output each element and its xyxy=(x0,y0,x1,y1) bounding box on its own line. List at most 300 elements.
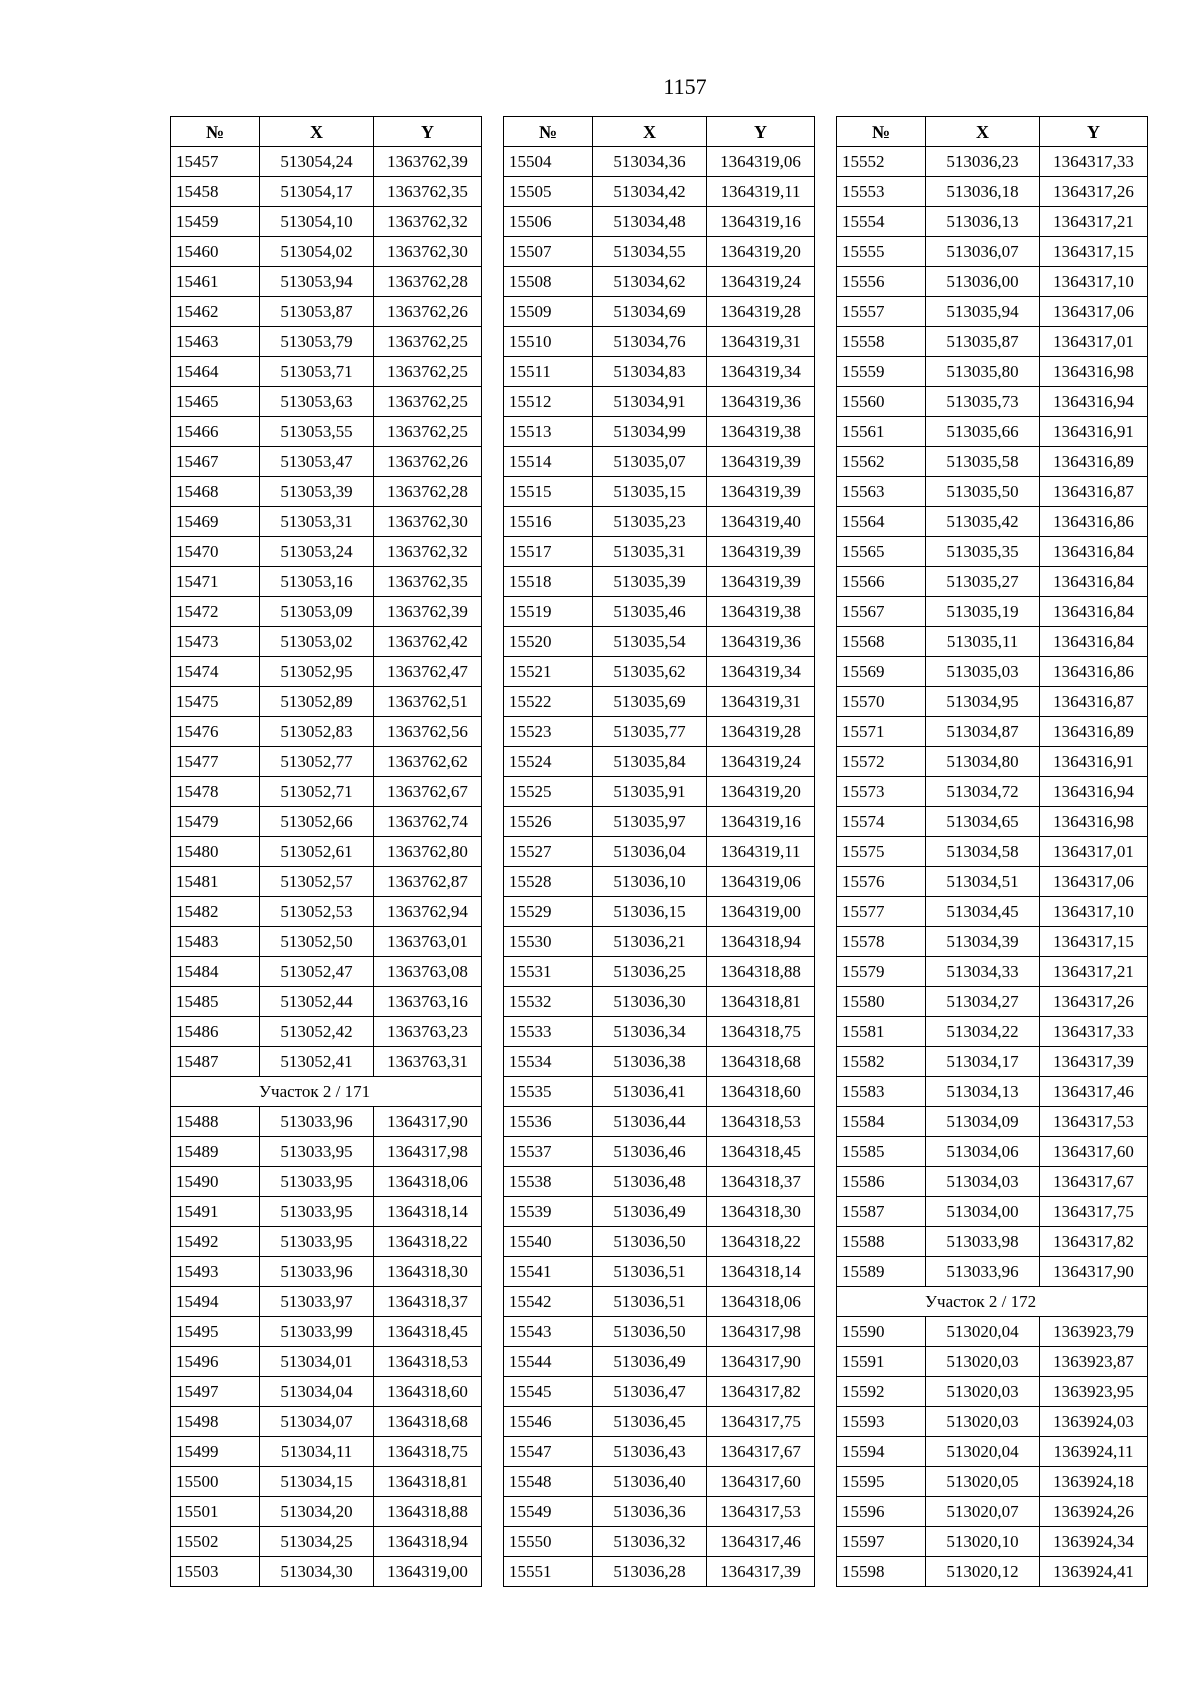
x-coordinate: 513035,77 xyxy=(593,717,707,747)
y-coordinate: 1364317,01 xyxy=(1040,327,1148,357)
point-number: 15479 xyxy=(171,807,260,837)
y-coordinate: 1364317,15 xyxy=(1040,927,1148,957)
point-number: 15570 xyxy=(837,687,926,717)
table-row xyxy=(504,357,815,387)
table-row xyxy=(504,1167,815,1197)
x-coordinate: 513052,57 xyxy=(260,867,374,897)
table-row xyxy=(504,717,815,747)
x-coordinate: 513052,44 xyxy=(260,987,374,1017)
point-number: 15491 xyxy=(171,1197,260,1227)
y-coordinate: 1363763,31 xyxy=(374,1047,482,1077)
y-coordinate: 1364316,84 xyxy=(1040,537,1148,567)
y-coordinate: 1363762,87 xyxy=(374,867,482,897)
y-coordinate: 1363924,18 xyxy=(1040,1467,1148,1497)
table-row xyxy=(837,717,1148,747)
x-coordinate: 513034,30 xyxy=(260,1557,374,1587)
x-coordinate: 513034,65 xyxy=(926,807,1040,837)
x-coordinate: 513036,28 xyxy=(593,1557,707,1587)
point-number: 15588 xyxy=(837,1227,926,1257)
point-number: 15547 xyxy=(504,1437,593,1467)
point-number: 15499 xyxy=(171,1437,260,1467)
x-coordinate: 513036,51 xyxy=(593,1257,707,1287)
x-coordinate: 513036,45 xyxy=(593,1407,707,1437)
point-number: 15586 xyxy=(837,1167,926,1197)
y-coordinate: 1364319,28 xyxy=(707,297,815,327)
table-row xyxy=(837,897,1148,927)
point-number: 15502 xyxy=(171,1527,260,1557)
point-number: 15501 xyxy=(171,1497,260,1527)
point-number: 15587 xyxy=(837,1197,926,1227)
y-coordinate: 1364316,87 xyxy=(1040,477,1148,507)
x-coordinate: 513036,07 xyxy=(926,237,1040,267)
y-coordinate: 1364319,16 xyxy=(707,207,815,237)
table-row xyxy=(171,1557,482,1587)
y-coordinate: 1363762,25 xyxy=(374,357,482,387)
x-coordinate: 513034,09 xyxy=(926,1107,1040,1137)
y-coordinate: 1363762,80 xyxy=(374,837,482,867)
point-number: 15576 xyxy=(837,867,926,897)
header-y: Y xyxy=(707,117,815,147)
table-row xyxy=(171,1377,482,1407)
x-coordinate: 513052,95 xyxy=(260,657,374,687)
table-row xyxy=(504,1407,815,1437)
y-coordinate: 1364319,00 xyxy=(374,1557,482,1587)
section-label: Участок 2 / 172 xyxy=(837,1287,1148,1317)
y-coordinate: 1363924,41 xyxy=(1040,1557,1148,1587)
point-number: 15535 xyxy=(504,1077,593,1107)
x-coordinate: 513054,10 xyxy=(260,207,374,237)
point-number: 15579 xyxy=(837,957,926,987)
y-coordinate: 1364319,38 xyxy=(707,597,815,627)
table-row xyxy=(504,1317,815,1347)
point-number: 15550 xyxy=(504,1527,593,1557)
table-row xyxy=(504,297,815,327)
table-row xyxy=(171,957,482,987)
x-coordinate: 513034,87 xyxy=(926,717,1040,747)
x-coordinate: 513035,39 xyxy=(593,567,707,597)
y-coordinate: 1363924,03 xyxy=(1040,1407,1148,1437)
point-number: 15545 xyxy=(504,1377,593,1407)
table-row xyxy=(504,1347,815,1377)
x-coordinate: 513054,17 xyxy=(260,177,374,207)
point-number: 15493 xyxy=(171,1257,260,1287)
table-row xyxy=(171,867,482,897)
x-coordinate: 513036,43 xyxy=(593,1437,707,1467)
x-coordinate: 513034,13 xyxy=(926,1077,1040,1107)
point-number: 15480 xyxy=(171,837,260,867)
x-coordinate: 513034,11 xyxy=(260,1437,374,1467)
point-number: 15497 xyxy=(171,1377,260,1407)
point-number: 15552 xyxy=(837,147,926,177)
x-coordinate: 513054,02 xyxy=(260,237,374,267)
header-x: X xyxy=(593,117,707,147)
x-coordinate: 513035,11 xyxy=(926,627,1040,657)
x-coordinate: 513036,00 xyxy=(926,267,1040,297)
y-coordinate: 1364319,31 xyxy=(707,687,815,717)
table-row xyxy=(171,387,482,417)
table-row xyxy=(837,177,1148,207)
y-coordinate: 1364319,20 xyxy=(707,237,815,267)
x-coordinate: 513035,27 xyxy=(926,567,1040,597)
x-coordinate: 513020,03 xyxy=(926,1407,1040,1437)
point-number: 15526 xyxy=(504,807,593,837)
point-number: 15466 xyxy=(171,417,260,447)
x-coordinate: 513020,10 xyxy=(926,1527,1040,1557)
x-coordinate: 513034,22 xyxy=(926,1017,1040,1047)
point-number: 15506 xyxy=(504,207,593,237)
y-coordinate: 1364317,39 xyxy=(1040,1047,1148,1077)
x-coordinate: 513036,49 xyxy=(593,1347,707,1377)
table-row xyxy=(504,1257,815,1287)
point-number: 15525 xyxy=(504,777,593,807)
y-coordinate: 1364317,75 xyxy=(1040,1197,1148,1227)
x-coordinate: 513036,46 xyxy=(593,1137,707,1167)
x-coordinate: 513034,27 xyxy=(926,987,1040,1017)
table-row xyxy=(837,597,1148,627)
point-number: 15523 xyxy=(504,717,593,747)
y-coordinate: 1363762,25 xyxy=(374,417,482,447)
point-number: 15572 xyxy=(837,747,926,777)
y-coordinate: 1363763,16 xyxy=(374,987,482,1017)
table-row xyxy=(504,1197,815,1227)
x-coordinate: 513053,87 xyxy=(260,297,374,327)
table-row xyxy=(171,717,482,747)
table-row xyxy=(504,1377,815,1407)
y-coordinate: 1364319,40 xyxy=(707,507,815,537)
point-number: 15496 xyxy=(171,1347,260,1377)
y-coordinate: 1363762,42 xyxy=(374,627,482,657)
table-row xyxy=(504,267,815,297)
x-coordinate: 513034,07 xyxy=(260,1407,374,1437)
x-coordinate: 513053,55 xyxy=(260,417,374,447)
point-number: 15542 xyxy=(504,1287,593,1317)
point-number: 15573 xyxy=(837,777,926,807)
x-coordinate: 513035,54 xyxy=(593,627,707,657)
table-row xyxy=(171,597,482,627)
point-number: 15539 xyxy=(504,1197,593,1227)
y-coordinate: 1363762,67 xyxy=(374,777,482,807)
x-coordinate: 513034,91 xyxy=(593,387,707,417)
y-coordinate: 1364319,20 xyxy=(707,777,815,807)
point-number: 15519 xyxy=(504,597,593,627)
point-number: 15485 xyxy=(171,987,260,1017)
table-row xyxy=(171,687,482,717)
y-coordinate: 1363762,39 xyxy=(374,597,482,627)
point-number: 15510 xyxy=(504,327,593,357)
x-coordinate: 513036,21 xyxy=(593,927,707,957)
table-row xyxy=(504,1017,815,1047)
point-number: 15457 xyxy=(171,147,260,177)
table-row xyxy=(171,327,482,357)
point-number: 15504 xyxy=(504,147,593,177)
table-row xyxy=(837,987,1148,1017)
point-number: 15534 xyxy=(504,1047,593,1077)
table-row xyxy=(837,1407,1148,1437)
table-row xyxy=(504,387,815,417)
y-coordinate: 1364317,26 xyxy=(1040,177,1148,207)
coordinates-table-1 xyxy=(170,116,482,1587)
x-coordinate: 513033,96 xyxy=(260,1257,374,1287)
y-coordinate: 1364318,68 xyxy=(374,1407,482,1437)
table-header-row xyxy=(837,117,1148,147)
coordinates-table-2 xyxy=(503,116,815,1587)
x-coordinate: 513036,38 xyxy=(593,1047,707,1077)
x-coordinate: 513034,48 xyxy=(593,207,707,237)
table-row xyxy=(504,237,815,267)
x-coordinate: 513034,06 xyxy=(926,1137,1040,1167)
y-coordinate: 1363762,26 xyxy=(374,297,482,327)
x-coordinate: 513036,32 xyxy=(593,1527,707,1557)
y-coordinate: 1364318,94 xyxy=(374,1527,482,1557)
x-coordinate: 513034,99 xyxy=(593,417,707,447)
x-coordinate: 513036,41 xyxy=(593,1077,707,1107)
point-number: 15548 xyxy=(504,1467,593,1497)
point-number: 15527 xyxy=(504,837,593,867)
table-row xyxy=(504,417,815,447)
table-row xyxy=(837,1557,1148,1587)
x-coordinate: 513036,44 xyxy=(593,1107,707,1137)
point-number: 15505 xyxy=(504,177,593,207)
point-number: 15583 xyxy=(837,1077,926,1107)
table-row xyxy=(171,1287,482,1317)
y-coordinate: 1364319,11 xyxy=(707,837,815,867)
y-coordinate: 1364316,89 xyxy=(1040,447,1148,477)
y-coordinate: 1363762,62 xyxy=(374,747,482,777)
y-coordinate: 1364319,36 xyxy=(707,387,815,417)
point-number: 15463 xyxy=(171,327,260,357)
point-number: 15513 xyxy=(504,417,593,447)
table-row xyxy=(504,867,815,897)
point-number: 15460 xyxy=(171,237,260,267)
point-number: 15560 xyxy=(837,387,926,417)
header-x: X xyxy=(926,117,1040,147)
table-row xyxy=(837,1377,1148,1407)
y-coordinate: 1364317,98 xyxy=(374,1137,482,1167)
x-coordinate: 513034,25 xyxy=(260,1527,374,1557)
x-coordinate: 513035,94 xyxy=(926,297,1040,327)
point-number: 15581 xyxy=(837,1017,926,1047)
x-coordinate: 513035,58 xyxy=(926,447,1040,477)
table-row xyxy=(171,927,482,957)
y-coordinate: 1364317,90 xyxy=(374,1107,482,1137)
y-coordinate: 1364317,26 xyxy=(1040,987,1148,1017)
table-row xyxy=(171,657,482,687)
point-number: 15465 xyxy=(171,387,260,417)
x-coordinate: 513036,10 xyxy=(593,867,707,897)
table-row xyxy=(837,1077,1148,1107)
table-row xyxy=(171,537,482,567)
table-row xyxy=(837,537,1148,567)
point-number: 15469 xyxy=(171,507,260,537)
y-coordinate: 1364317,15 xyxy=(1040,237,1148,267)
y-coordinate: 1364318,45 xyxy=(374,1317,482,1347)
y-coordinate: 1364319,28 xyxy=(707,717,815,747)
point-number: 15580 xyxy=(837,987,926,1017)
table-row xyxy=(171,1137,482,1167)
x-coordinate: 513035,19 xyxy=(926,597,1040,627)
table-row xyxy=(837,267,1148,297)
point-number: 15591 xyxy=(837,1347,926,1377)
point-number: 15464 xyxy=(171,357,260,387)
table-row xyxy=(504,1557,815,1587)
x-coordinate: 513034,36 xyxy=(593,147,707,177)
x-coordinate: 513052,50 xyxy=(260,927,374,957)
point-number: 15544 xyxy=(504,1347,593,1377)
y-coordinate: 1364317,67 xyxy=(707,1437,815,1467)
x-coordinate: 513033,96 xyxy=(926,1257,1040,1287)
point-number: 15593 xyxy=(837,1407,926,1437)
y-coordinate: 1363762,56 xyxy=(374,717,482,747)
x-coordinate: 513052,89 xyxy=(260,687,374,717)
point-number: 15528 xyxy=(504,867,593,897)
x-coordinate: 513053,24 xyxy=(260,537,374,567)
table-row xyxy=(504,687,815,717)
x-coordinate: 513035,62 xyxy=(593,657,707,687)
point-number: 15517 xyxy=(504,537,593,567)
table-header-row xyxy=(171,117,482,147)
x-coordinate: 513036,30 xyxy=(593,987,707,1017)
table-row xyxy=(171,177,482,207)
x-coordinate: 513052,77 xyxy=(260,747,374,777)
table-row xyxy=(837,687,1148,717)
point-number: 15461 xyxy=(171,267,260,297)
table-row xyxy=(171,147,482,177)
table-row xyxy=(171,1347,482,1377)
y-coordinate: 1364319,34 xyxy=(707,657,815,687)
x-coordinate: 513053,94 xyxy=(260,267,374,297)
table-row xyxy=(837,507,1148,537)
point-number: 15562 xyxy=(837,447,926,477)
x-coordinate: 513052,66 xyxy=(260,807,374,837)
table-row xyxy=(504,1137,815,1167)
table-row xyxy=(504,477,815,507)
x-coordinate: 513036,15 xyxy=(593,897,707,927)
point-number: 15472 xyxy=(171,597,260,627)
x-coordinate: 513035,91 xyxy=(593,777,707,807)
table-row xyxy=(837,417,1148,447)
point-number: 15459 xyxy=(171,207,260,237)
x-coordinate: 513035,15 xyxy=(593,477,707,507)
y-coordinate: 1364319,36 xyxy=(707,627,815,657)
x-coordinate: 513052,83 xyxy=(260,717,374,747)
y-coordinate: 1363762,25 xyxy=(374,327,482,357)
y-coordinate: 1364317,53 xyxy=(1040,1107,1148,1137)
y-coordinate: 1364318,22 xyxy=(707,1227,815,1257)
x-coordinate: 513020,12 xyxy=(926,1557,1040,1587)
x-coordinate: 513036,40 xyxy=(593,1467,707,1497)
y-coordinate: 1364318,68 xyxy=(707,1047,815,1077)
x-coordinate: 513033,95 xyxy=(260,1227,374,1257)
point-number: 15551 xyxy=(504,1557,593,1587)
table-row xyxy=(837,747,1148,777)
x-coordinate: 513035,46 xyxy=(593,597,707,627)
point-number: 15488 xyxy=(171,1107,260,1137)
x-coordinate: 513034,20 xyxy=(260,1497,374,1527)
y-coordinate: 1364316,91 xyxy=(1040,747,1148,777)
table-row xyxy=(171,747,482,777)
y-coordinate: 1364316,98 xyxy=(1040,357,1148,387)
point-number: 15458 xyxy=(171,177,260,207)
header-number: № xyxy=(837,117,926,147)
x-coordinate: 513053,09 xyxy=(260,597,374,627)
table-row xyxy=(504,987,815,1017)
y-coordinate: 1364319,34 xyxy=(707,357,815,387)
x-coordinate: 513034,45 xyxy=(926,897,1040,927)
point-number: 15492 xyxy=(171,1227,260,1257)
table-row xyxy=(171,987,482,1017)
table-row xyxy=(504,1287,815,1317)
y-coordinate: 1364317,33 xyxy=(1040,147,1148,177)
x-coordinate: 513035,07 xyxy=(593,447,707,477)
header-number: № xyxy=(171,117,260,147)
table-row xyxy=(837,327,1148,357)
y-coordinate: 1363762,35 xyxy=(374,567,482,597)
table-row xyxy=(171,627,482,657)
y-coordinate: 1364319,24 xyxy=(707,747,815,777)
table-row xyxy=(504,927,815,957)
x-coordinate: 513054,24 xyxy=(260,147,374,177)
y-coordinate: 1363924,34 xyxy=(1040,1527,1148,1557)
table-row xyxy=(171,837,482,867)
point-number: 15559 xyxy=(837,357,926,387)
table-row xyxy=(837,1197,1148,1227)
y-coordinate: 1364319,24 xyxy=(707,267,815,297)
y-coordinate: 1364318,37 xyxy=(707,1167,815,1197)
point-number: 15462 xyxy=(171,297,260,327)
point-number: 15569 xyxy=(837,657,926,687)
point-number: 15478 xyxy=(171,777,260,807)
point-number: 15481 xyxy=(171,867,260,897)
table-row xyxy=(837,927,1148,957)
point-number: 15546 xyxy=(504,1407,593,1437)
y-coordinate: 1364317,75 xyxy=(707,1407,815,1437)
table-row xyxy=(504,897,815,927)
page-number: 1157 xyxy=(663,74,707,99)
x-coordinate: 513053,39 xyxy=(260,477,374,507)
x-coordinate: 513036,25 xyxy=(593,957,707,987)
point-number: 15476 xyxy=(171,717,260,747)
x-coordinate: 513036,23 xyxy=(926,147,1040,177)
table-row xyxy=(837,1347,1148,1377)
point-number: 15541 xyxy=(504,1257,593,1287)
x-coordinate: 513034,33 xyxy=(926,957,1040,987)
table-row xyxy=(504,537,815,567)
x-coordinate: 513034,42 xyxy=(593,177,707,207)
x-coordinate: 513034,95 xyxy=(926,687,1040,717)
point-number: 15511 xyxy=(504,357,593,387)
table-row xyxy=(837,237,1148,267)
x-coordinate: 513036,48 xyxy=(593,1167,707,1197)
y-coordinate: 1363762,35 xyxy=(374,177,482,207)
x-coordinate: 513020,03 xyxy=(926,1347,1040,1377)
point-number: 15471 xyxy=(171,567,260,597)
x-coordinate: 513035,42 xyxy=(926,507,1040,537)
table-row xyxy=(171,1497,482,1527)
y-coordinate: 1364318,88 xyxy=(374,1497,482,1527)
header-y: Y xyxy=(374,117,482,147)
y-coordinate: 1364318,22 xyxy=(374,1227,482,1257)
table-row xyxy=(837,447,1148,477)
point-number: 15595 xyxy=(837,1467,926,1497)
table-row xyxy=(171,357,482,387)
y-coordinate: 1364316,86 xyxy=(1040,657,1148,687)
y-coordinate: 1364319,11 xyxy=(707,177,815,207)
point-number: 15473 xyxy=(171,627,260,657)
y-coordinate: 1363762,39 xyxy=(374,147,482,177)
table-row xyxy=(504,507,815,537)
table-row xyxy=(171,1407,482,1437)
header-number: № xyxy=(504,117,593,147)
